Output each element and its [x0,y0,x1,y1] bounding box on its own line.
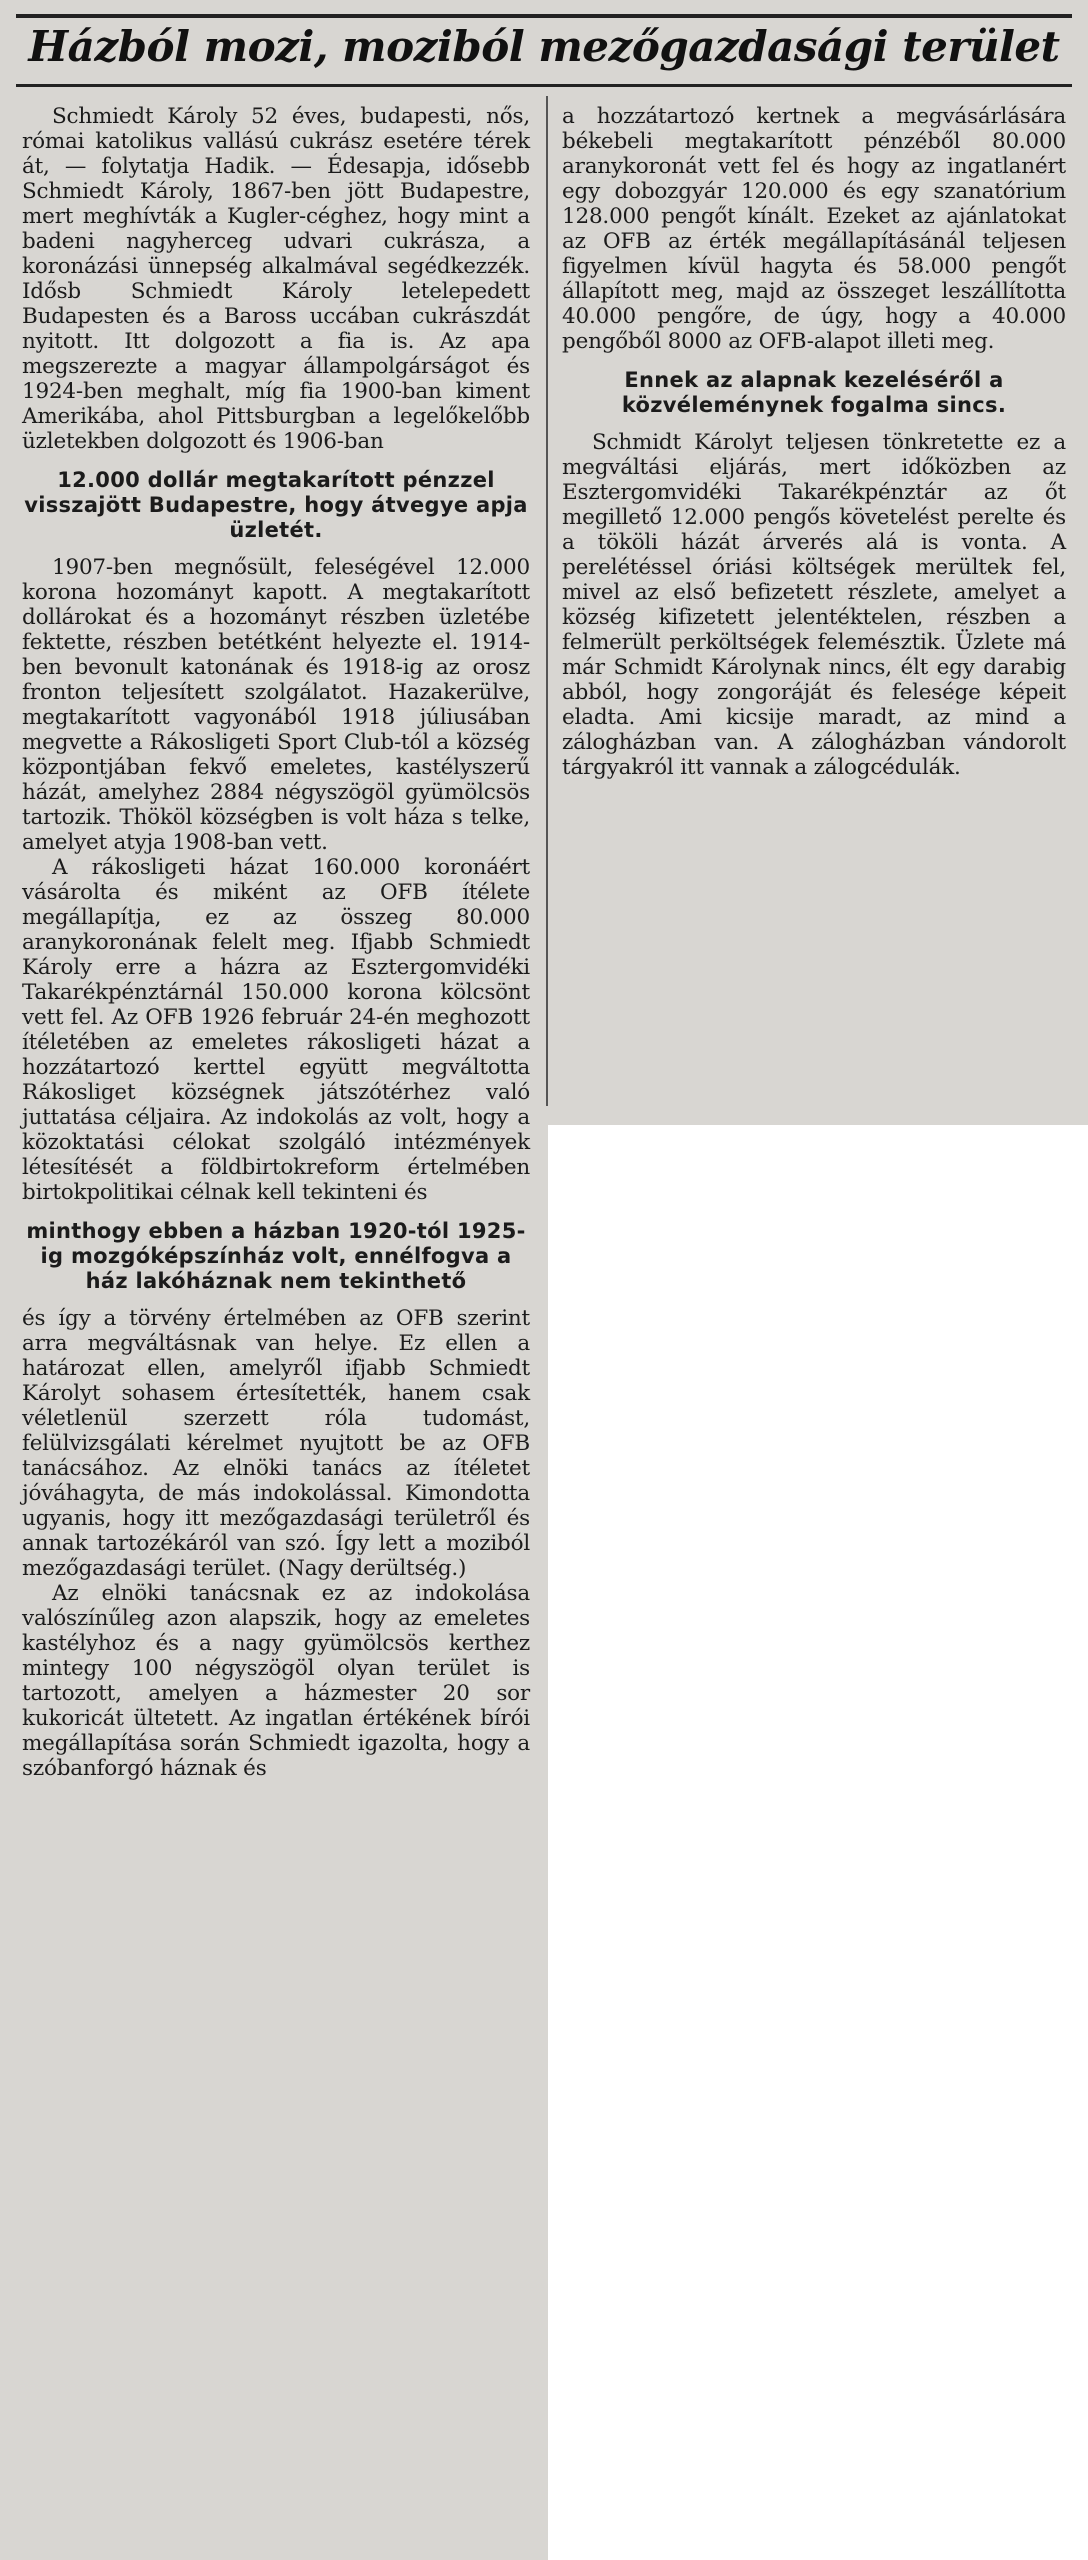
paragraph: 1907-ben megnősült, feleségével 12.000 korona hozományt kapott. A megtakarított dollárokat és a hozományt részben üzletébe fektette, részben betétként helyezte el. 1914-ben bevonult katonának és 1918-ig az orosz fronton teljesített szolgálatot. Hazakerülve, megtakarított vagyonából 1918 júliusában megvette a Rákosligeti Sport Club-tól a község központjában fekvő emeletes, kastélyszerű házát, amelyhez 2884 négyszögöl gyümölcsös tartozik. Thököl községben is volt háza s telke, amelyet atyja 1908-ban vett. [22,555,530,855]
paragraph: A rákosligeti házat 160.000 koronáért vásárolta és miként az OFB ítélete megállapítja, ez az összeg 80.000 aranykoronának felelt meg. Ifjabb Schmiedt Károly erre a házra az Esztergomvidéki Takarékpénztárnál 150.000 korona kölcsönt vett fel. Az OFB 1926 február 24-én meghozott ítéletében az emeletes rákosligeti házat a hozzátartozó kerttel együtt megváltotta Rákosliget községnek játszótérhez való juttatása céljaira. Az indokolás az volt, hogy a közoktatási célokat szolgáló intézmények létesítését a földbirtokreform értelmében birtokpolitikai célnak kell tekinteni és [22,855,530,1205]
top-rule [16,14,1072,18]
paragraph: és így a törvény értelmében az OFB szerint arra megváltásnak van helye. Ez ellen a határozat ellen, amelyről ifjabb Schmiedt Károlyt sohasem értesítették, hanem csak véletlenül szerzett róla tudomást, felülvizsgálati kérelmet nyujtott be az OFB tanácsához. Az elnöki tanács az ítéletet jóváhagyta, de más indokolással. Kimondotta ugyanis, hogy itt mezőgazdasági területről és annak tartozékáról van szó. Így lett a moziból mezőgazdasági terület. (Nagy derültség.) [22,1306,530,1581]
subheading: minthogy ebben a házban 1920-tól 1925-ig mozgóképszínház volt, ennélfogva a ház lakóháznak nem tekinthető [26,1219,526,1293]
title-underline [16,84,1072,87]
subheading: 12.000 dollár megtakarított pénzzel visszajött Budapestre, hogy átvegye apja üzletét. [24,468,528,542]
paragraph: Schmidt Károlyt teljesen tönkretette ez a megváltási eljárás, mert időközben az Esztergomvidéki Takarékpénztár az őt megillető 12.000 pengős követelést perelte és a tököli házát árverés alá is vonta. A perelétéssel óriási költségek merültek fel, mivel az első befizetett részlete, amelyet a község kifizetett jelentéktelen, részben a felmerült perköltségek felemésztik. Üzlete má már Schmidt Károlynak nincs, élt egy darabig abból, hogy zongoráját és felesége képeit eladta. Ami kicsije maradt, az mind a zálogházban van. A zálogházban vándorolt tárgyakról itt vannak a zálogcédulák. [562,430,1066,780]
paragraph: a hozzátartozó kertnek a megvásárlására békebeli megtakarított pénzéből 80.000 aranykoronát vett fel és hogy az ingatlanért egy dobozgyár 120.000 és egy szanatórium 128.000 pengőt kínált. Ezeket az ajánlatokat az OFB az érték megállapításánál teljesen figyelmen kívül hagyta és 58.000 pengőt állapított meg, majd az összeget leszállította 40.000 pengőre, de úgy, hogy a 40.000 pengőből 8000 az OFB-alapot illeti meg. [562,104,1066,354]
column-divider [546,96,548,1106]
subheading: Ennek az alapnak kezeléséről a közvéleménynek fogalma sincs. [621,368,1007,417]
right-column [562,104,1066,780]
paragraph: Schmiedt Károly 52 éves, budapesti, nős, római katolikus vallású cukrász esetére térek át, — folytatja Hadik. — Édesapja, idősebb Schmiedt Károly, 1867-ben jött Budapestre, mert meghívták a Kugler-céghez, hogy mint a badeni nagyherceg udvari cukrásza, a koronázási ünnepség alkalmával segédkezzék. Idősb Schmiedt Károly letelepedett Budapesten és a Baross uccában cukrászdát nyitott. Itt dolgozott a fia is. Az apa megszerezte a magyar állampolgárságot és 1924-ben meghalt, míg fia 1900-ban kiment Amerikába, ahol Pittsburgban a legelőkelőbb üzletekben dolgozott és 1906-ban [22,104,530,454]
left-column [22,104,530,1781]
paragraph: Az elnöki tanácsnak ez az indokolása valószínűleg azon alapszik, hogy az emeletes kastélyhoz és a nagy gyümölcsös kerthez mintegy 100 négyszögöl olyan terület is tartozott, amelyen a házmester 20 sor kukoricát ültetett. Az ingatlan értékének bírói megállapítása során Schmiedt igazolta, hogy a szóbanforgó háznak és [22,1581,530,1781]
article-title: Házból mozi, moziból mezőgazdasági terület [28,22,1060,71]
